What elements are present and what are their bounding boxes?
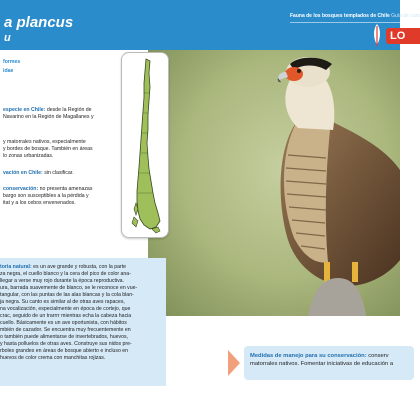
- threat-label: conservación:: [3, 186, 39, 192]
- status-line: [3, 170, 74, 177]
- natural-history-panel: [0, 258, 166, 386]
- habitat-line-3: lo zonas urbanizadas.: [3, 153, 54, 159]
- distribution-text-1: desde la Región de: [46, 107, 92, 113]
- feather-icon: [372, 24, 382, 46]
- status-label: vación en Chile:: [3, 170, 43, 176]
- distribution-line-2: Navarino en la Región de Magallanes y: [3, 114, 94, 120]
- history-line: tangular, con las puntas de las alas blancas y la cola blan-: [0, 292, 134, 298]
- management-box: [244, 346, 414, 380]
- habitat-line-2: y bordes de bosque. También en áreas: [3, 146, 93, 152]
- history-line: za negra, el cuello blanco y la cera del pico de color ana-: [0, 271, 131, 277]
- natural-history-text: [0, 264, 160, 362]
- history-line: huevos de color crema con manchitas rojizas.: [0, 355, 106, 361]
- management-label: Medidas de manejo para su conservación:: [250, 353, 367, 359]
- species-info: [0, 50, 120, 266]
- status-text: sin clasificar.: [44, 170, 74, 176]
- management-text: [250, 352, 393, 368]
- order-text: formes: [3, 59, 21, 65]
- threat-line-2: bargo son susceptibles a la pérdida y: [3, 193, 89, 199]
- habitat-line-1: y matorrales nativos, especialmente: [3, 139, 86, 145]
- species-subtitle: u: [4, 32, 11, 44]
- series-title-rest: Guía de cam: [391, 13, 420, 19]
- arrow-right-icon: [228, 350, 240, 376]
- species-title: a plancus: [4, 14, 74, 31]
- history-line: ja negra. Su canto es similar al de otras aves rapaces,: [0, 299, 125, 305]
- history-line: crac, seguido de un trarrrr mientras echa la cabeza hacia: [0, 313, 132, 319]
- distribution-label: especie en Chile:: [3, 107, 46, 113]
- history-line: y hasta polluelos de otras aves. Construye sus nidos pre-: [0, 341, 132, 347]
- history-line: na vocalización, especialmente en época de cortejo, que: [0, 306, 131, 312]
- threat-text-1: no presenta amenazas: [39, 186, 93, 192]
- threat-line-3: itat y a los cebos envenenados.: [3, 200, 76, 206]
- header-bar: [0, 0, 420, 50]
- series-title-bold: Fauna de los bosques templados de Chile: [290, 13, 390, 19]
- distribution-map: [121, 52, 169, 238]
- history-line: mbién de cazador. Se encuentra muy frecuentemente en: [0, 327, 131, 333]
- management-text-1: conserv: [368, 353, 389, 359]
- history-text-0: es un ave grande y robusta, con la parte: [33, 264, 127, 270]
- threat-line-1: [3, 186, 92, 193]
- history-line: o también puede alimentarse de invertebrados, huevos,: [0, 334, 129, 340]
- family-text: idae: [3, 68, 14, 74]
- bird-photo: [148, 50, 400, 316]
- history-line: llegar a verse muy rojo durante la época reproductiva.: [0, 278, 124, 284]
- chile-map-icon: [122, 53, 168, 237]
- history-line: cuello. Básicamente es un ave oportunista, con hábitos: [0, 320, 127, 326]
- management-line-1: [250, 352, 393, 360]
- history-line: ura, barrada suavemente de blanco, se le reconoce en vue-: [0, 285, 138, 291]
- header-divider: [290, 22, 400, 23]
- history-line: [0, 264, 160, 271]
- section-badge: LO: [386, 28, 420, 44]
- history-label: toria natural:: [0, 264, 32, 270]
- history-line: rboles grandes en áreas de bosque abierto e incluso en: [0, 348, 129, 354]
- series-title: [290, 13, 420, 19]
- distribution-line-1: [3, 107, 92, 114]
- management-line-2: matorrales nativos. Fomentar iniciativas de educación a: [250, 361, 394, 367]
